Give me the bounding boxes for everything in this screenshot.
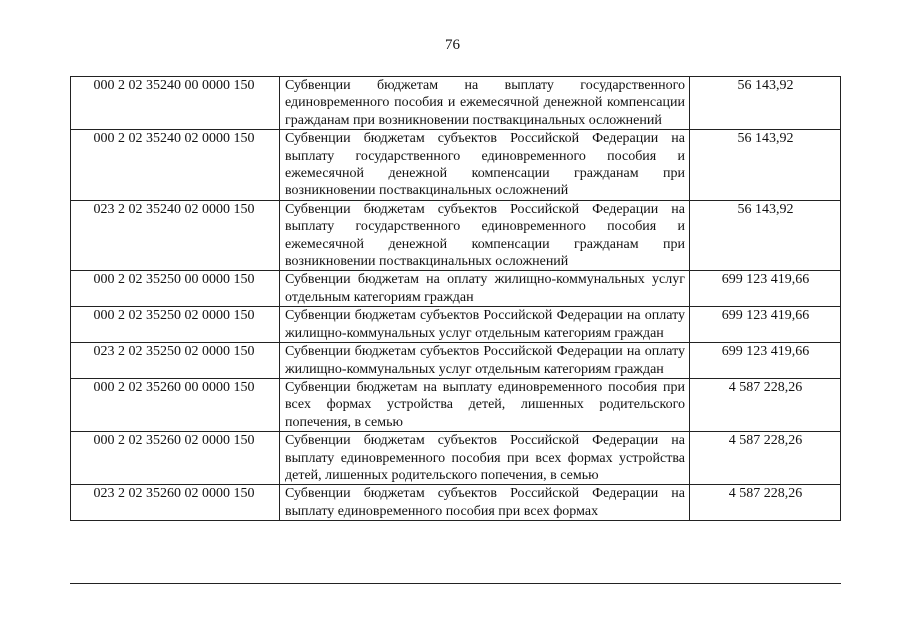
row-code: 000 2 02 35250 02 0000 150	[71, 307, 280, 343]
row-amount: 56 143,92	[690, 130, 841, 201]
row-description: Субвенции бюджетам на выплату государственного единовременного пособия и ежемесячной денежной компенсации гражданам при возникновении поствакцинальных осложнений	[280, 77, 690, 130]
table-row	[71, 307, 841, 343]
row-description: Субвенции бюджетам субъектов Российской Федерации на выплату государственного единовременного пособия и ежемесячной денежной компенсации гражданам при возникновении поствакцинальных осложнений	[280, 130, 690, 201]
row-description: Субвенции бюджетам на оплату жилищно-коммунальных услуг отдельным категориям граждан	[280, 271, 690, 307]
page-number: 76	[445, 37, 460, 53]
row-description: Субвенции бюджетам субъектов Российской Федерации на оплату жилищно-коммунальных услуг отдельным категориям граждан	[280, 307, 690, 343]
table-row	[71, 378, 841, 431]
row-code: 023 2 02 35260 02 0000 150	[71, 485, 280, 521]
table-row	[71, 432, 841, 485]
table-row	[71, 343, 841, 379]
table-row	[71, 485, 841, 521]
row-code: 023 2 02 35250 02 0000 150	[71, 343, 280, 379]
row-code: 000 2 02 35250 00 0000 150	[71, 271, 280, 307]
row-description: Субвенции бюджетам субъектов Российской Федерации на выплату единовременного пособия при всех формах	[280, 485, 690, 521]
table-row	[71, 130, 841, 201]
row-code: 023 2 02 35240 02 0000 150	[71, 200, 280, 271]
row-description: Субвенции бюджетам субъектов Российской Федерации на оплату жилищно-коммунальных услуг отдельным категориям граждан	[280, 343, 690, 379]
budget-table	[70, 76, 841, 584]
row-amount: 4 587 228,26	[690, 378, 841, 431]
row-amount: 4 587 228,26	[690, 432, 841, 485]
row-code: 000 2 02 35260 02 0000 150	[71, 432, 280, 485]
row-code: 000 2 02 35240 00 0000 150	[71, 77, 280, 130]
table-row	[71, 271, 841, 307]
row-amount: 699 123 419,66	[690, 343, 841, 379]
row-amount: 56 143,92	[690, 200, 841, 271]
row-amount: 56 143,92	[690, 77, 841, 130]
row-description: Субвенции бюджетам субъектов Российской Федерации на выплату государственного единовременного пособия и ежемесячной денежной компенсации гражданам при возникновении поствакцинальных осложнений	[280, 200, 690, 271]
row-amount: 699 123 419,66	[690, 271, 841, 307]
row-code: 000 2 02 35240 02 0000 150	[71, 130, 280, 201]
row-amount: 699 123 419,66	[690, 307, 841, 343]
row-description: Субвенции бюджетам субъектов Российской Федерации на выплату единовременного пособия при всех формах устройства детей, лишенных родительского попечения, в семью	[280, 432, 690, 485]
row-description: Субвенции бюджетам на выплату единовременного пособия при всех формах устройства детей, лишенных родительского попечения, в семью	[280, 378, 690, 431]
table-row	[71, 200, 841, 271]
table-row	[71, 77, 841, 130]
row-code: 000 2 02 35260 00 0000 150	[71, 378, 280, 431]
row-amount: 4 587 228,26	[690, 485, 841, 521]
